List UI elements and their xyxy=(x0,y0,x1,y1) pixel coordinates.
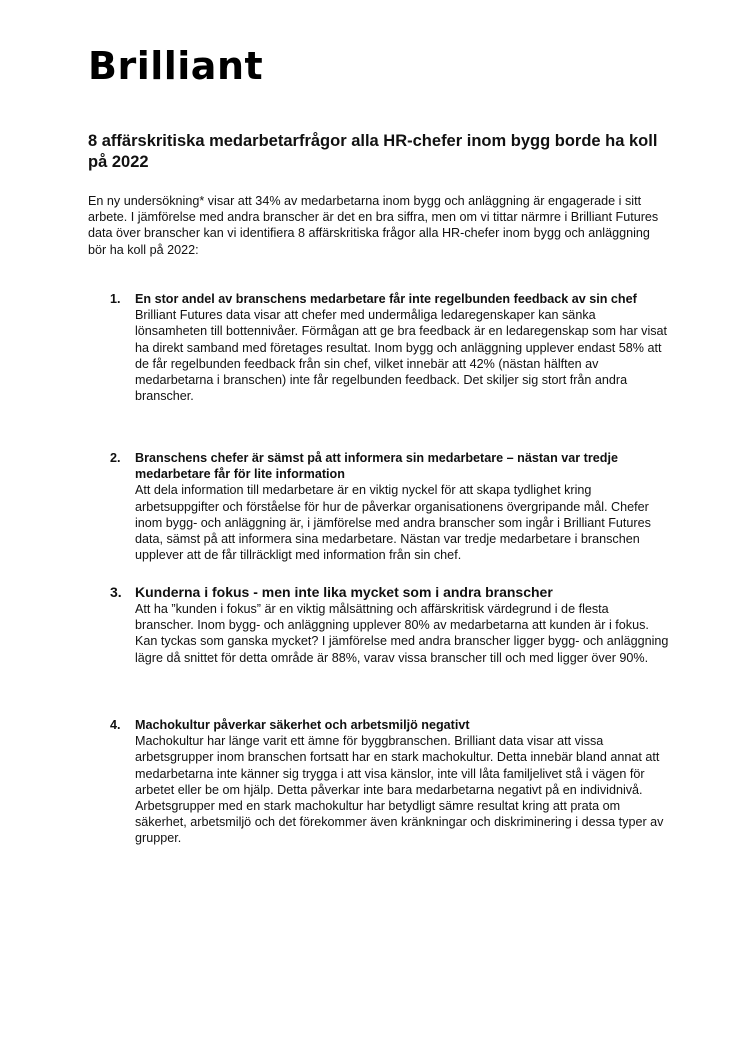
item-body: Brilliant Futures data visar att chefer med undermåliga ledaregenskaper kan sänka lönsamheten till bottennivåer. Förmågan att ge bra feedback är en ledaregenskap som har visat ha direkt samband med företages resultat. Inom bygg och anläggning upplever endast 58% att de får regelbunden feedback från sin chef, vilket innebär att 42% (nästan hälften av medarbetarna i branschen) inte får regelbunden feedback. Det skiljer sig stort från andra branscher. xyxy=(135,308,668,404)
item-number: 3. xyxy=(110,584,122,600)
brilliant-logo: Brilliant xyxy=(88,44,264,88)
item-heading: Branschens chefer är sämst på att informera sin medarbetare – nästan var tredje medarbetare får för lite information xyxy=(135,451,618,482)
item-body: Machokultur har länge varit ett ämne för byggbranschen. Brilliant data visar att vissa arbetsgrupper inom branschen fortsatt har en stark machokultur. Detta innebär bland annat att medarbetarna inte känner sig trygga i att visa känslor, inte vill låta familjelivet stå i vägen för arbetet eller be om hjälp. Detta påverkar inte bara medarbetarna negativt på en individnivå. Arbetsgrupper med en stark machokultur har betydligt sämre resultat kring att prata om säkerhet, arbetsmiljö och det förekommer även kränkningar och diskriminering i dessa typer av grupper. xyxy=(135,734,664,846)
item-body: Att dela information till medarbetare är en viktig nyckel för att skapa tydlighet kring arbetsuppgifter och förståelse för hur de påverkar organisationens övergripande mål. Chefer inom bygg- och anläggning är, i jämförelse med andra branscher som ingår i Brilliant Futures data, sämst på att informera sina medarbetare. Nästan var tredje medarbetare i branschen upplever att de får tillräckligt med information från sin chef. xyxy=(135,483,651,563)
list-item xyxy=(110,717,670,847)
intro-paragraph: En ny undersökning* visar att 34% av medarbetarna inom bygg och anläggning är engagerade i sitt arbete. I jämförelse med andra branscher är det en bra siffra, men om vi tittar närmre i Brilliant Futures data över branscher kan vi identifiera 8 affärskritiska frågor alla HR-chefer inom bygg och anläggning bör ha koll på 2022: xyxy=(88,194,659,257)
page-title: 8 affärskritiska medarbetarfrågor alla HR-chefer inom bygg borde ha koll på 2022 xyxy=(88,132,658,171)
item-number: 4. xyxy=(110,718,121,732)
item-number: 2. xyxy=(110,451,121,465)
list-item xyxy=(110,450,670,563)
item-body: Att ha ”kunden i fokus” är en viktig målsättning och affärskritisk värdegrund i de flesta branscher. Inom bygg- och anläggning upplever 80% av medarbetarna att kunden är i fokus. Kan tyckas som ganska mycket? I jämförelse med andra branscher ligger bygg- och anläggning lägre då snittet för detta område är 88%, varav vissa branscher till och med ligger över 90%. xyxy=(135,602,669,665)
list-item xyxy=(110,291,670,404)
item-heading: Machokultur påverkar säkerhet och arbetsmiljö negativt xyxy=(135,718,470,732)
item-heading: En stor andel av branschens medarbetare får inte regelbunden feedback av sin chef xyxy=(135,292,637,306)
item-heading: Kunderna i fokus - men inte lika mycket som i andra branscher xyxy=(135,584,553,600)
item-number: 1. xyxy=(110,292,121,306)
list-item xyxy=(110,584,670,666)
